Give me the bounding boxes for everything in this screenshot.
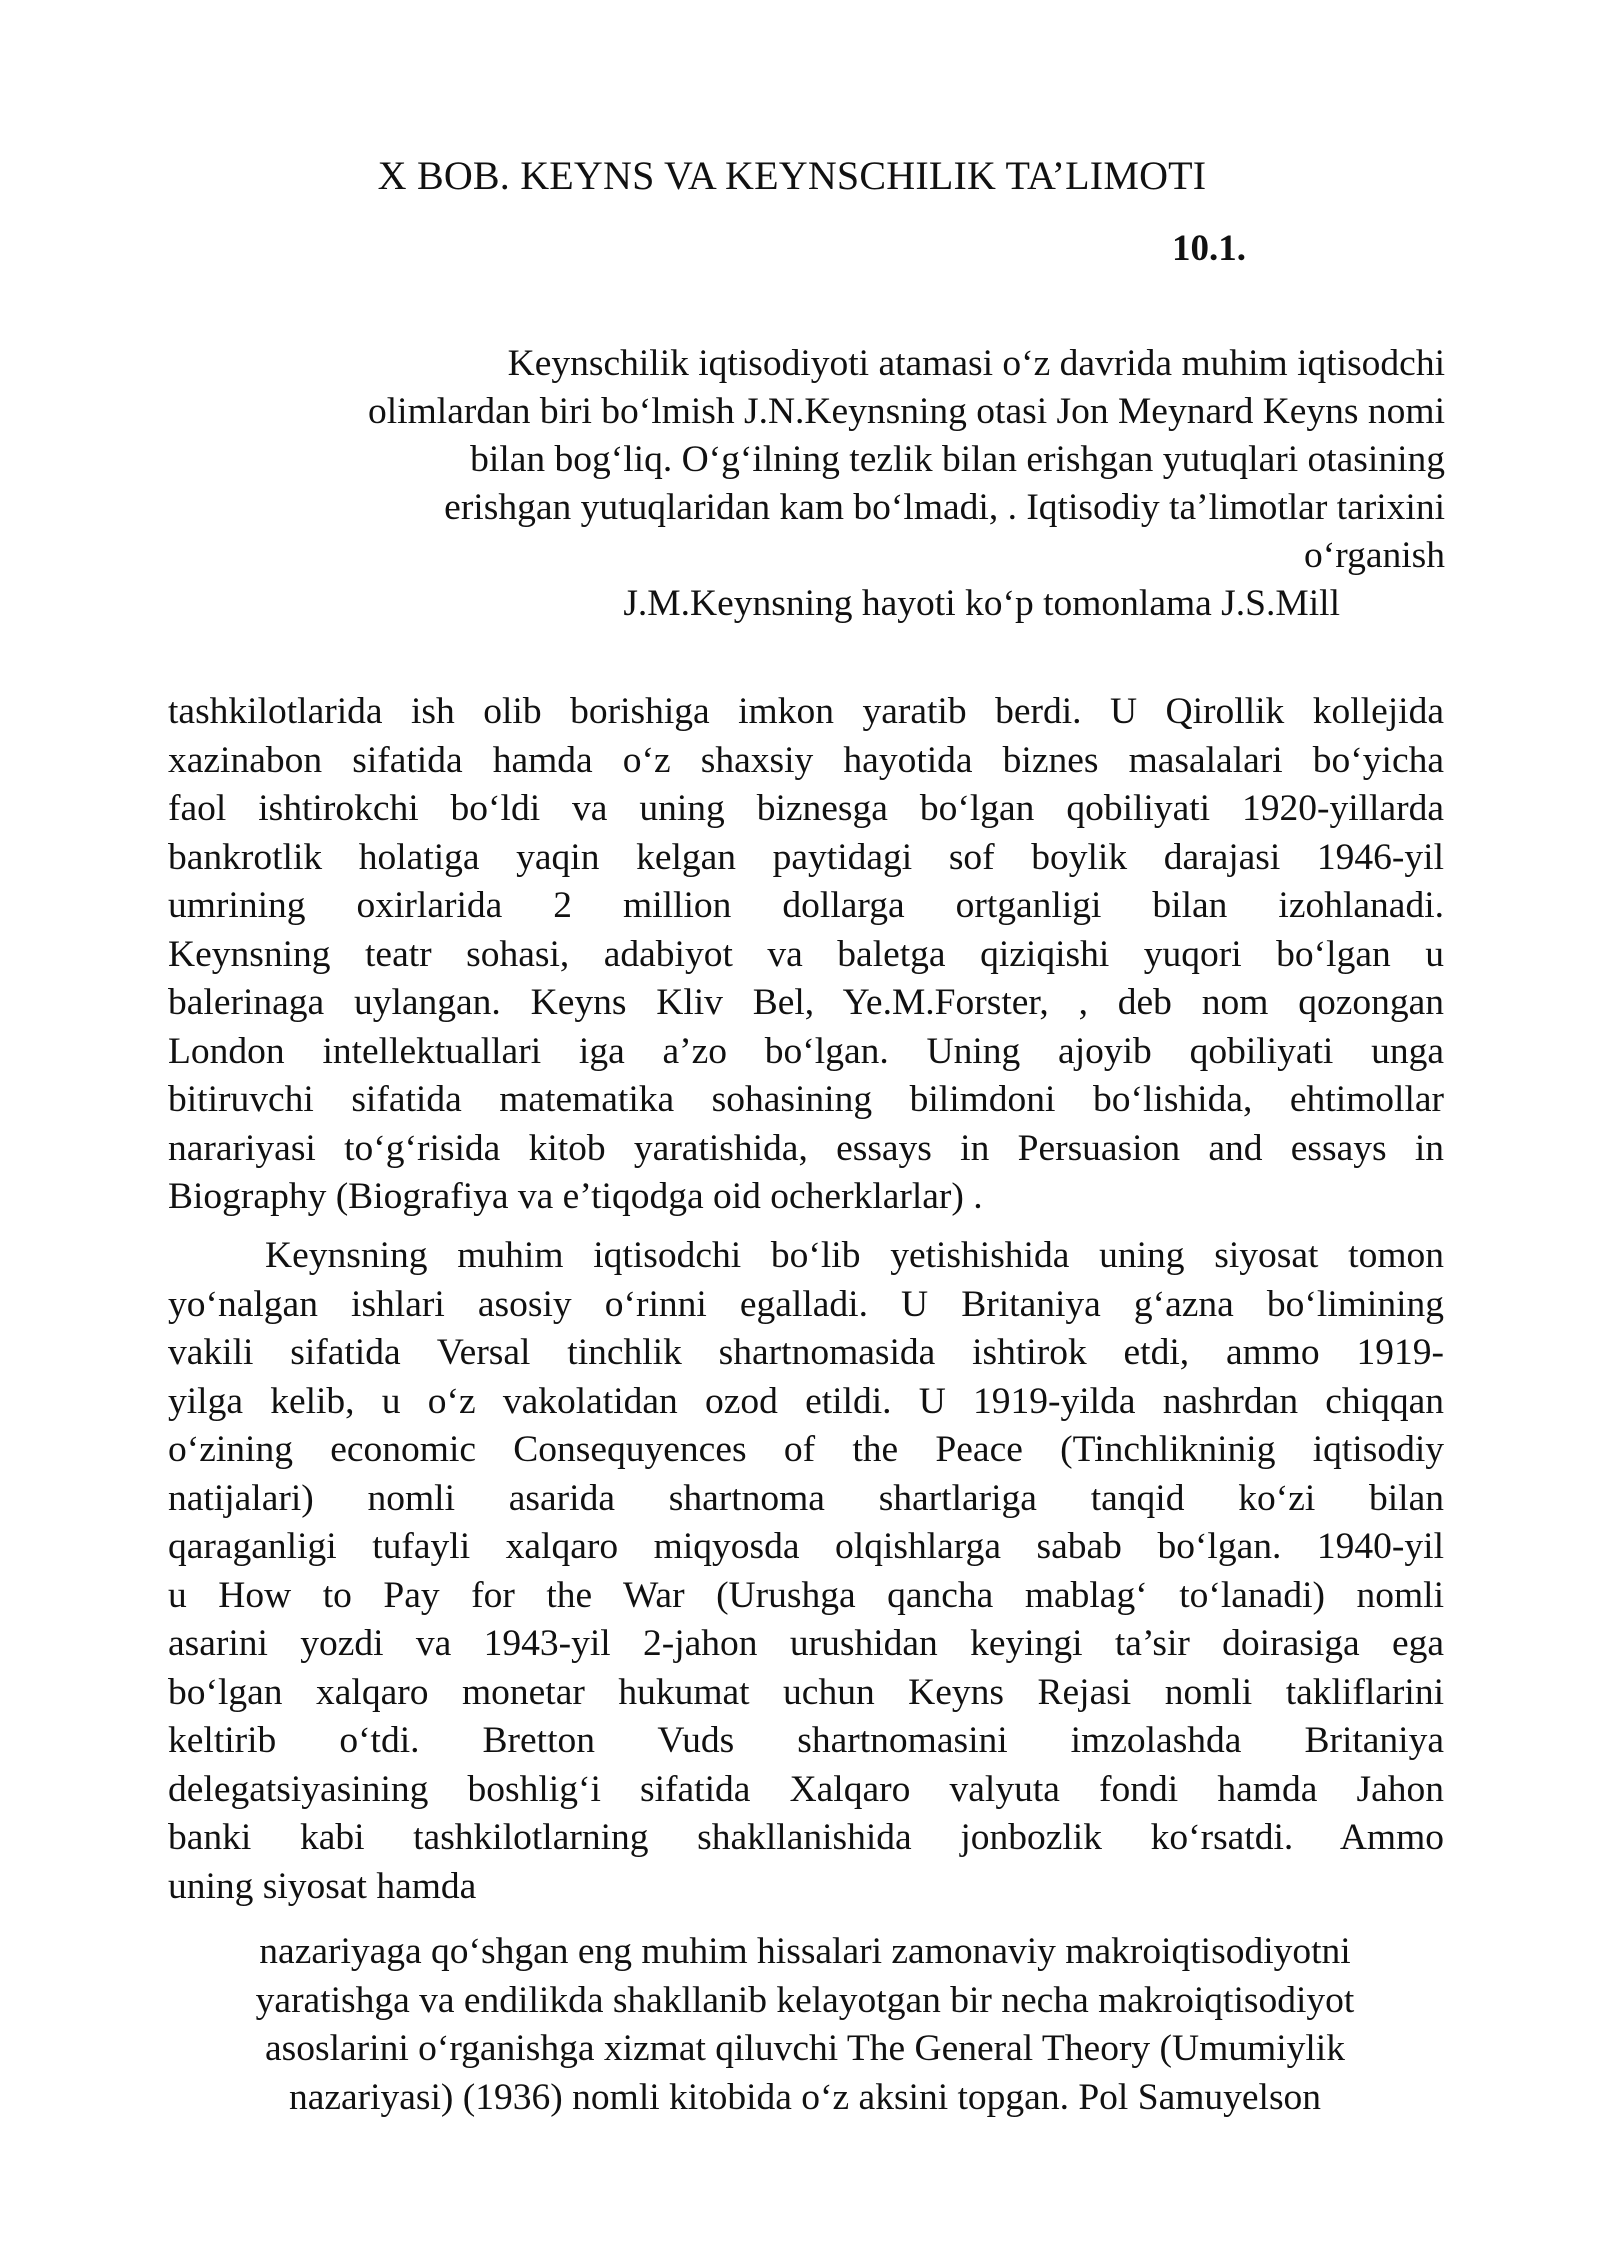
closing-line: nazariyaga qo‘shgan eng muhim hissalari zamonaviy makroiqtisodiyotni <box>259 1931 1351 1972</box>
closing-line: nazariyasi) (1936) nomli kitobida o‘z aksini topgan. Pol Samuyelson <box>288 2076 1322 2118</box>
paragraph-line: uning siyosat hamda <box>168 1865 477 1907</box>
paragraph-line: bo‘lgan xalqaro monetar hukumat uchun Keyns Rejasi nomli takliflarini <box>168 1671 1444 1713</box>
section-number: 10.1. <box>1172 228 1246 269</box>
intro-paragraph <box>190 340 1445 628</box>
paragraph-line: balerinaga uylangan. Keyns Kliv Bel, Ye.M.Forster, , deb nom qozongan <box>168 982 1444 1023</box>
centered-closing-paragraph <box>150 1928 1460 2122</box>
paragraph-line: natijalari) nomli asarida shartnoma shartlariga tanqid ko‘zi bilan <box>168 1477 1444 1519</box>
paragraph-line: banki kabi tashkilotlarning shakllanishida jonbozlik ko‘rsatdi. Ammo <box>168 1817 1444 1858</box>
intro-line: erishgan yutuqlaridan kam bo‘lmadi, . Iqtisodiy ta’limotlar tarixini <box>444 487 1445 528</box>
paragraph-line: delegatsiyasining boshlig‘i sifatida Xalqaro valyuta fondi hamda Jahon <box>168 1768 1444 1810</box>
paragraph-line: qaraganligi tufayli xalqaro miqyosda olqishlarga sabab bo‘lgan. 1940-yil <box>168 1526 1444 1567</box>
paragraph-line: asarini yozdi va 1943-yil 2-jahon urushidan keyingi ta’sir doirasiga ega <box>168 1623 1444 1664</box>
intro-line: Keynschilik iqtisodiyoti atamasi o‘z davrida muhim iqtisodchi <box>507 343 1445 384</box>
paragraph-line: Biography (Biografiya va e’tiqodga oid ocherklarlar) . <box>168 1176 983 1217</box>
closing-line: yaratishga va endilikda shakllanib kelayotgan bir necha makroiqtisodiyot <box>255 1979 1355 2021</box>
paragraph-line: narariyasi to‘g‘risida kitob yaratishida, essays in Persuasion and essays in <box>168 1127 1444 1169</box>
paragraph-line: vakili sifatida Versal tinchlik shartnomasida ishtirok etdi, ammo 1919- <box>168 1332 1444 1373</box>
paragraph-line: u How to Pay for the War (Urushga qancha mablag‘ to‘lanadi) nomli <box>168 1574 1444 1616</box>
paragraph-line: keltirib o‘tdi. Bretton Vuds shartnomasini imzolashda Britaniya <box>168 1720 1444 1761</box>
paragraph-line: faol ishtirokchi bo‘ldi va uning biznesga bo‘lgan qobiliyati 1920-yillarda <box>168 788 1444 829</box>
paragraph-line: yo‘nalgan ishlari asosiy o‘rinni egalladi. U Britaniya g‘azna bo‘limining <box>168 1283 1444 1325</box>
paragraph-line: umrining oxirlarida 2 million dollarga ortganligi bilan izohlanadi. <box>168 885 1444 926</box>
paragraph-line: London intellektuallari iga a’zo bo‘lgan. Uning ajoyib qobiliyati unga <box>168 1030 1444 1072</box>
paragraph-1 <box>168 688 1444 1222</box>
paragraph-line: Keynsning muhim iqtisodchi bo‘lib yetishishida uning siyosat tomon <box>265 1235 1444 1276</box>
paragraph-line: Keynsning teatr sohasi, adabiyot va baletga qiziqishi yuqori bo‘lgan u <box>168 933 1444 975</box>
paragraph-line: bitiruvchi sifatida matematika sohasining bilimdoni bo‘lishida, ehtimollar <box>168 1079 1444 1120</box>
intro-line: olimlardan biri bo‘lmish J.N.Keynsning otasi Jon Meynard Keyns nomi <box>368 391 1445 432</box>
intro-line: J.M.Keynsning hayoti ko‘p tomonlama J.S.Mill <box>623 583 1340 624</box>
intro-line: bilan bog‘liq. O‘g‘ilning tezlik bilan erishgan yutuqlari otasining <box>470 439 1445 480</box>
closing-line: asoslarini o‘rganishga xizmat qiluvchi The General Theory (Umumiylik <box>265 2028 1345 2069</box>
paragraph-line: o‘zining economic Consequyences of the Peace (Tinchlikninig iqtisodiy <box>168 1429 1444 1470</box>
paragraph-line: yilga kelib, u o‘z vakolatidan ozod etildi. U 1919-yilda nashrdan chiqqan <box>168 1380 1444 1422</box>
intro-line: o‘rganish <box>1304 535 1445 576</box>
paragraph-line: bankrotlik holatiga yaqin kelgan paytidagi sof boylik darajasi 1946-yil <box>168 836 1444 878</box>
paragraph-line: tashkilotlarida ish olib borishiga imkon yaratib berdi. U Qirollik kollejida <box>168 691 1444 732</box>
chapter-title: X BOB. KEYNS VA KEYNSCHILIK TA’LIMOTI <box>377 153 1207 198</box>
paragraph-line: xazinabon sifatida hamda o‘z shaxsiy hayotida biznes masalalari bo‘yicha <box>168 739 1444 781</box>
paragraph-2 <box>168 1232 1444 1911</box>
